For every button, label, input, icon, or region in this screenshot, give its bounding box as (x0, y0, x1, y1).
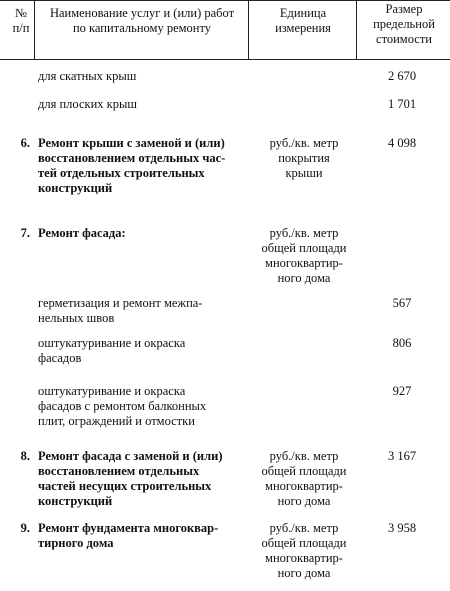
row-unit-line: многоквартир- (265, 256, 343, 270)
row-value: 927 (392, 384, 412, 398)
row-name-line: Ремонт крыши с заменой и (или) (38, 136, 225, 150)
row-unit-line: руб./кв. метр (269, 226, 339, 240)
header-unit (250, 6, 356, 36)
row-unit-line: общей площади (261, 464, 347, 478)
row-unit-line: крыши (285, 166, 323, 180)
header-divider-2 (248, 0, 249, 59)
row-number: 6. (20, 136, 30, 150)
row-unit-line: руб./кв. метр (269, 136, 339, 150)
header-divider-1 (34, 0, 35, 59)
header-name (36, 6, 248, 36)
row-name (38, 226, 246, 241)
header-num (0, 6, 34, 36)
row-unit-line: ного дома (277, 494, 331, 508)
row-name (38, 136, 246, 196)
row-unit (254, 226, 354, 286)
header-num-text: № п/п (12, 6, 30, 35)
row-name-line: восстановлением отдельных час- (38, 151, 226, 165)
row-number: 7. (20, 226, 30, 240)
row-name-line: фасадов с ремонтом балконных (38, 399, 207, 413)
row-value: 4 098 (387, 136, 417, 150)
row-name-line: плит, ограждений и отмостки (38, 414, 195, 428)
row-unit-line: ного дома (277, 271, 331, 285)
row-name-line: нельных швов (38, 311, 115, 325)
row-unit (254, 521, 354, 581)
row-number: 8. (20, 449, 30, 463)
row-value: 2 670 (387, 69, 417, 83)
row-name-line: фасадов (38, 351, 82, 365)
row-unit-line: общей площади (261, 536, 347, 550)
row-value: 806 (392, 336, 412, 350)
row-unit-line: ного дома (277, 566, 331, 580)
row-value: 1 701 (387, 97, 417, 111)
row-name (38, 384, 246, 429)
row-name-line: оштукатуривание и окраска (38, 384, 186, 398)
row-name-line: тей отдельных строительных (38, 166, 205, 180)
header-divider-3 (356, 0, 357, 59)
row-unit-line: руб./кв. метр (269, 521, 339, 535)
row-unit-line: многоквартир- (265, 479, 343, 493)
row-name (38, 296, 246, 326)
header-bottom-border (0, 59, 450, 60)
row-unit (254, 449, 354, 509)
row-name-line: Ремонт фундамента многоквар- (38, 521, 219, 535)
row-name-line: герметизация и ремонт межпа- (38, 296, 203, 310)
header-name-text: Наименование услуг и (или) работ по капитальному ремонту (49, 6, 235, 35)
row-value: 3 958 (387, 521, 417, 535)
row-unit-line: покрытия (278, 151, 330, 165)
row-name-line: тирного дома (38, 536, 114, 550)
row-unit-line: многоквартир- (265, 551, 343, 565)
row-unit (254, 136, 354, 181)
row-value: 3 167 (387, 449, 417, 463)
row-value: 567 (392, 296, 412, 310)
row-number: 9. (20, 521, 30, 535)
row-name (38, 336, 246, 366)
header-unit-text: Единица измерения (275, 6, 331, 35)
row-name (38, 521, 246, 551)
row-name: для скатных крыш (38, 69, 137, 83)
header-size-text: Размер предельной стоимости (373, 2, 435, 46)
header-size (358, 2, 450, 47)
row-name-line: восстановлением отдельных (38, 464, 200, 478)
row-name-line: конструкций (38, 494, 113, 508)
header-top-border (0, 0, 450, 1)
row-unit-line: общей площади (261, 241, 347, 255)
row-name-line: частей несущих строительных (38, 479, 212, 493)
row-name-line: оштукатуривание и окраска (38, 336, 186, 350)
row-name: для плоских крыш (38, 97, 137, 111)
row-name-line: Ремонт фасада с заменой и (или) (38, 449, 223, 463)
row-name-line: Ремонт фасада: (38, 226, 126, 240)
row-unit-line: руб./кв. метр (269, 449, 339, 463)
row-name (38, 449, 246, 509)
row-name-line: конструкций (38, 181, 113, 195)
